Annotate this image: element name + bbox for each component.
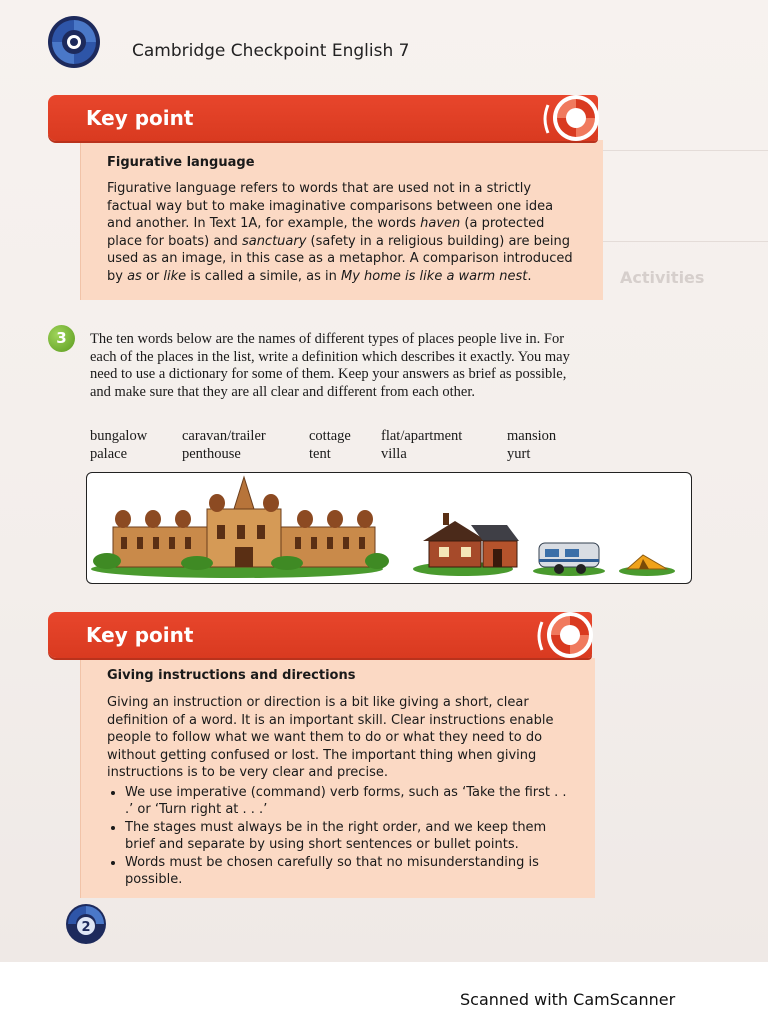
swirl-icon: [536, 608, 598, 662]
body-text: is called a simile, as in: [186, 268, 342, 284]
word-item: villa: [381, 446, 407, 462]
italic-term: My home is like a warm nest: [341, 268, 528, 284]
key-point-heading: Giving instructions and directions: [107, 668, 356, 683]
body-text: (safety in a religious building) are being used as an image, in this case as a metaphor. A comparison introduced by: [107, 233, 573, 284]
tent-illustration: [619, 555, 675, 576]
italic-term: as: [127, 268, 142, 284]
italic-term: like: [163, 268, 187, 284]
word-item: flat/apartment: [381, 428, 463, 444]
bullet-item: • Words must be chosen carefully so that no misunderstanding is possible.: [125, 854, 569, 889]
page-number: 2: [81, 920, 91, 935]
book-title: Cambridge Checkpoint English 7: [132, 41, 410, 61]
caravan-illustration: [533, 543, 605, 576]
cambridge-swirl-logo-icon: [46, 14, 102, 70]
word-item: yurt: [507, 446, 531, 462]
word-item: mansion: [507, 428, 557, 444]
word-item: tent: [309, 446, 331, 462]
palace-illustration: [91, 477, 389, 578]
dwellings-illustration: [86, 472, 692, 584]
key-point-bullet-list: [107, 784, 569, 889]
page-number-swirl-icon: [64, 902, 108, 946]
key-point-box-2: [80, 658, 595, 898]
bleed-through-box: [600, 150, 768, 242]
activity-instructions: The ten words below are the names of different types of places people live in. For each of the places in the list, write a definition which describes it exactly. You may need to use a dictionary for some of them. Keep your answers as brief as possible, and make sure that they are all clear and different from each other.: [90, 331, 570, 400]
key-point-intro: Giving an instruction or direction is a bit like giving a short, clear definition of a word. It is an important skill. Clear instructions enable people to follow what we want them to do or what they need to do without getting confused or lost. The important thing when giving instructions is to be very clear and precise.: [107, 695, 554, 780]
key-point-bar-2: [48, 612, 592, 658]
body-text: .: [527, 268, 532, 284]
word-item: palace: [90, 446, 128, 462]
word-item: penthouse: [182, 446, 241, 462]
bullet-item: • The stages must always be in the right order, and we keep them brief and separate by using short sentences or bullet points.: [125, 819, 569, 854]
italic-term: sanctuary: [241, 233, 307, 249]
key-point-label: Key point: [86, 106, 194, 130]
key-point-body: [107, 694, 569, 889]
key-point-label: Key point: [86, 623, 194, 647]
word-item: caravan/trailer: [182, 428, 266, 444]
cottage-illustration: [413, 513, 519, 576]
key-point-heading: Figurative language: [107, 155, 255, 170]
body-text: Figurative language refers to words that are used not in a strictly factual way but to make imaginative comparisons between one idea and another. In Text 1A, for example, the words: [107, 181, 554, 231]
activity-number-badge: 3: [48, 325, 75, 352]
bullet-item: • We use imperative (command) verb forms, such as ‘Take the first . . .’ or ‘Turn right at . . .’: [125, 784, 569, 819]
bleed-through-text: Activities: [620, 268, 705, 287]
key-point-body: [107, 180, 577, 285]
scanner-watermark: Scanned with CamScanner: [460, 990, 676, 1009]
body-text: or: [141, 268, 164, 284]
italic-term: haven: [420, 216, 461, 231]
key-point-box-1: [80, 140, 603, 300]
word-item: cottage: [309, 428, 351, 444]
body-text: (a protected place for boats) and: [107, 216, 545, 249]
swirl-icon: [542, 91, 604, 145]
key-point-bar-1: [48, 95, 598, 141]
word-item: bungalow: [90, 428, 148, 444]
